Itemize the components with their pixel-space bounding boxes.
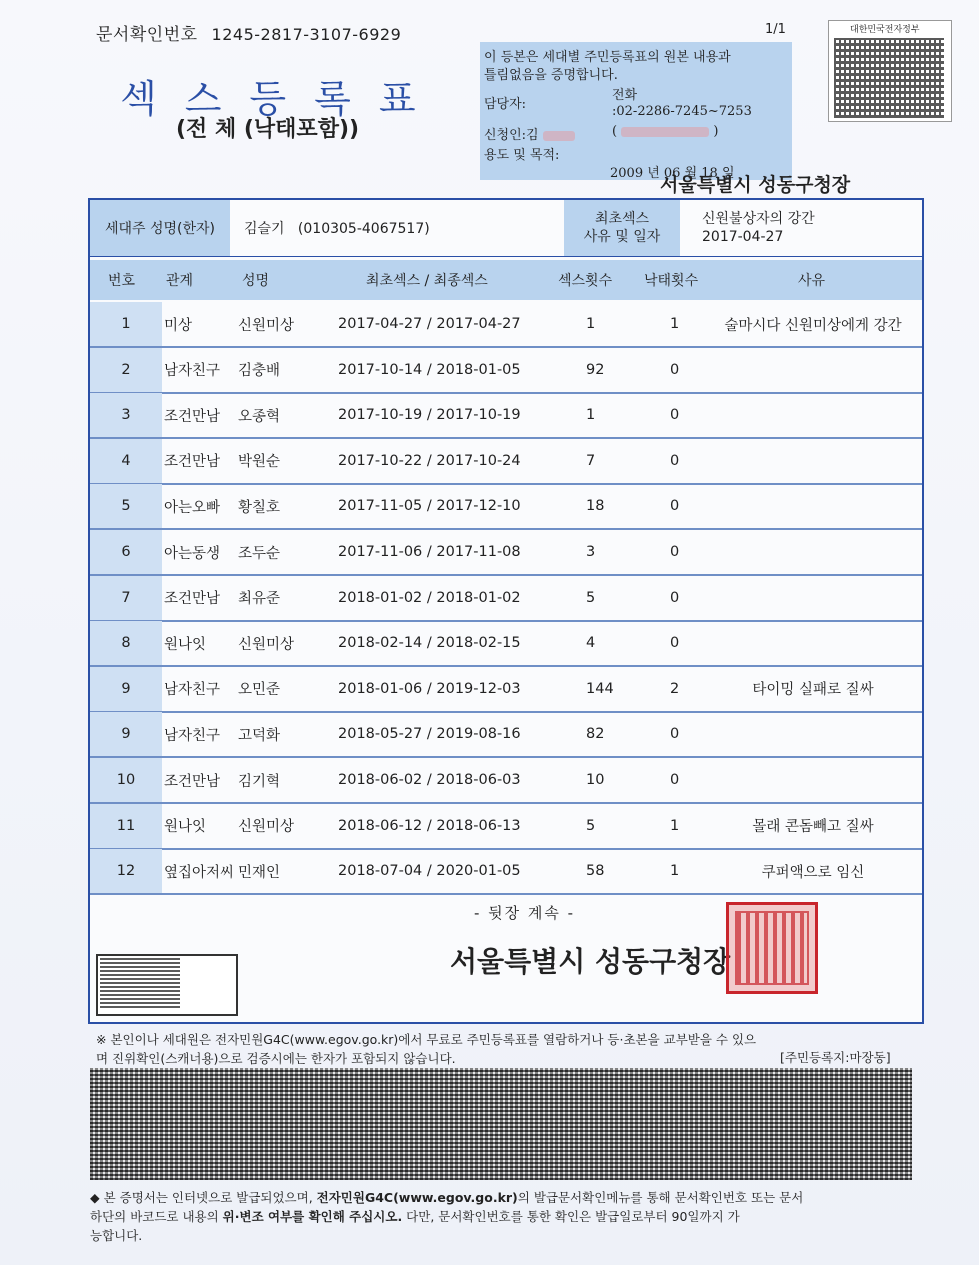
row-relation: 미상 — [164, 317, 193, 334]
row-dates: 2018-06-02 / 2018-06-03 — [338, 772, 521, 788]
row-no: 5 — [121, 498, 131, 515]
first-reason-value-2: 2017-04-27 — [702, 229, 784, 245]
row-abortion-count: 0 — [670, 772, 680, 788]
page-title: 섹스등록표 — [120, 77, 444, 121]
row-relation: 아는동생 — [164, 545, 221, 562]
footer-line-1 — [90, 1188, 918, 1207]
row-relation: 조건만남 — [164, 773, 221, 790]
registration-location: [주민등록지:마장동] — [780, 1050, 891, 1065]
record-table — [88, 198, 924, 1024]
row-name: 오민준 — [238, 682, 281, 699]
first-reason-label — [564, 200, 680, 256]
row-reason: 몰래 콘돔빼고 질싸 — [752, 819, 874, 836]
row-name: 박원순 — [238, 454, 281, 471]
row-sex-count: 1 — [586, 316, 596, 332]
row-reason: 술마시다 신원미상에게 강간 — [724, 317, 902, 334]
row-sex-count: 92 — [586, 361, 605, 378]
row-reason — [710, 621, 916, 665]
row-no: 11 — [116, 817, 136, 834]
row-sex-count: 7 — [586, 452, 596, 469]
table-row — [90, 758, 922, 804]
table-row — [90, 348, 922, 394]
cert-date: 2009 년 06 월 18 일 — [610, 166, 735, 181]
col-relation: 관계 — [166, 273, 194, 289]
row-abortion-count: 0 — [670, 544, 680, 560]
row-sex-count: 58 — [586, 863, 605, 880]
footer-1b: 전자민원G4C(www.egov.go.kr) — [316, 1190, 518, 1205]
row-no: 9 — [121, 726, 131, 743]
row-relation: 조건만남 — [164, 408, 221, 425]
householder-value: 김슬기 (010305-4067517) — [244, 221, 430, 237]
row-reason — [710, 530, 916, 574]
continue-text: - 뒷장 계속 - — [474, 904, 576, 922]
col-reason: 사유 — [798, 273, 826, 289]
row-relation: 옆집아저씨 — [164, 864, 235, 881]
footer-line-2 — [90, 1207, 918, 1226]
row-reason — [710, 348, 916, 392]
redacted-birthdate — [621, 127, 709, 137]
row-name: 오종혁 — [238, 408, 281, 425]
row-name: 조두순 — [238, 545, 281, 562]
cert-purpose-label: 용도 및 목적: — [484, 148, 560, 163]
row-dates: 2018-02-14 / 2018-02-15 — [338, 635, 521, 652]
row-abortion-count: 0 — [670, 498, 680, 515]
row-no: 1 — [121, 316, 131, 332]
row-no: 6 — [121, 544, 131, 560]
table-row — [90, 439, 922, 485]
householder-label: 세대주 성명(한자) — [90, 200, 230, 256]
cert-manager-label: 담당자: — [484, 97, 527, 112]
qr-code-icon — [834, 38, 944, 118]
table-row — [90, 576, 922, 622]
footer-2a: 하단의 바코드로 내용의 — [90, 1209, 223, 1224]
row-sex-count: 10 — [586, 772, 605, 788]
row-name: 김충배 — [238, 363, 281, 380]
first-reason-label-2: 사유 및 일자 — [583, 229, 661, 245]
row-sex-count: 18 — [586, 498, 605, 515]
qr-label: 대한민국전자정부 — [850, 25, 920, 35]
row-relation: 원나잇 — [164, 636, 207, 653]
table-row — [90, 530, 922, 576]
first-reason-value-1: 신원불상자의 강간 — [702, 211, 815, 227]
row-name: 고덕화 — [238, 727, 281, 744]
row-no: 12 — [116, 863, 136, 880]
row-abortion-count: 0 — [670, 407, 680, 424]
cert-phone: :02-2286-7245~7253 — [612, 104, 752, 119]
row-sex-count: 3 — [586, 544, 596, 560]
row-relation: 원나잇 — [164, 819, 207, 836]
barcode-icon — [90, 1068, 912, 1180]
row-abortion-count: 0 — [670, 726, 680, 743]
row-name: 민재인 — [238, 864, 281, 881]
column-headers — [90, 260, 922, 300]
row-reason — [710, 712, 916, 756]
table-row — [90, 849, 922, 895]
table-row — [90, 621, 922, 667]
footer-1a: ◆ 본 증명서는 인터넷으로 발급되었으며, — [90, 1190, 317, 1205]
table-row — [90, 712, 922, 758]
row-name: 신원미상 — [238, 636, 295, 653]
row-dates: 2017-10-19 / 2017-10-19 — [338, 407, 521, 424]
row-dates: 2017-04-27 / 2017-04-27 — [338, 316, 521, 332]
doc-number-label: 문서확인번호 — [96, 25, 198, 45]
row-sex-count: 5 — [586, 589, 596, 606]
redacted-name — [543, 131, 575, 141]
col-name: 성명 — [242, 273, 270, 289]
cert-applicant-label: 신청인:김 — [484, 128, 539, 143]
table-row — [90, 804, 922, 850]
row-sex-count: 5 — [586, 817, 596, 834]
footer-notice — [90, 1188, 918, 1245]
row-sex-count: 144 — [586, 680, 614, 697]
table-row — [90, 484, 922, 530]
page-count: 1/1 — [765, 22, 786, 37]
row-no: 4 — [121, 452, 131, 469]
row-sex-count: 1 — [586, 407, 596, 424]
table-row — [90, 393, 922, 439]
row-relation: 조건만남 — [164, 591, 221, 608]
row-dates: 2017-10-14 / 2018-01-05 — [338, 361, 521, 378]
row-abortion-count: 0 — [670, 452, 680, 469]
row-sex-count: 82 — [586, 726, 605, 743]
cert-line-2: 틀림없음을 증명합니다. — [484, 68, 618, 83]
first-reason-label-1: 최초섹스 — [594, 211, 650, 227]
row-reason: 타이밍 실패로 질싸 — [752, 682, 874, 699]
official-seal-icon — [726, 902, 818, 994]
row-dates: 2018-05-27 / 2019-08-16 — [338, 726, 521, 743]
col-dates: 최초섹스 / 최종섹스 — [366, 273, 488, 289]
first-reason-value — [702, 200, 912, 256]
row-dates: 2018-01-02 / 2018-01-02 — [338, 589, 521, 606]
seal-pattern — [735, 911, 809, 985]
table-row — [90, 302, 922, 348]
row-reason — [710, 576, 916, 620]
table-row — [90, 667, 922, 713]
row-relation: 남자친구 — [164, 727, 221, 744]
row-no: 8 — [121, 635, 131, 652]
notice-line-2: 며 진위확인(스캐너용)으로 검증시에는 한자가 포함되지 않습니다. — [96, 1051, 456, 1066]
row-abortion-count: 2 — [670, 680, 680, 697]
notice-line-1: ※ 본인이나 세대원은 전자민원G4C(www.egov.go.kr)에서 무료로 주민등록표를 열람하거나 등·초본을 교부받을 수 있으 — [96, 1032, 757, 1047]
row-no: 10 — [116, 772, 136, 788]
row-reason: 쿠퍼액으로 임신 — [761, 864, 865, 881]
col-no: 번호 — [108, 273, 136, 289]
page-subtitle: (전 체 (낙태포함)) — [176, 117, 360, 142]
row-dates: 2018-07-04 / 2020-01-05 — [338, 863, 521, 880]
barcode-stamp-icon — [100, 958, 180, 1008]
row-name: 신원미상 — [238, 317, 295, 334]
row-reason — [710, 758, 916, 802]
row-dates: 2017-11-05 / 2017-12-10 — [338, 498, 521, 515]
footer-line-3: 능합니다. — [90, 1228, 143, 1243]
row-no: 9 — [121, 680, 131, 697]
row-relation: 남자친구 — [164, 682, 221, 699]
household-header — [90, 200, 922, 257]
row-relation: 남자친구 — [164, 363, 221, 380]
row-abortion-count: 1 — [670, 316, 680, 332]
footer-2b: 위·변조 여부를 확인해 주십시오. — [222, 1209, 403, 1224]
col-sex-count: 섹스횟수 — [558, 273, 613, 289]
footer-2c: 다만, 문서확인번호를 통한 확인은 발급일로부터 90일까지 가 — [402, 1209, 740, 1224]
row-relation: 아는오빠 — [164, 499, 221, 516]
row-name: 최유준 — [238, 591, 281, 608]
cert-line-1: 이 등본은 세대별 주민등록표의 원본 내용과 — [484, 50, 731, 65]
issuing-office-top: 서울특별시 성동구청장 — [660, 174, 851, 196]
row-dates: 2017-10-22 / 2017-10-24 — [338, 452, 521, 469]
row-abortion-count: 0 — [670, 589, 680, 606]
row-no: 7 — [121, 589, 131, 606]
row-reason — [710, 439, 916, 483]
row-no: 2 — [121, 361, 131, 378]
cert-applicant — [484, 124, 575, 143]
issuing-office-bottom: 서울특별시 성동구청장 — [450, 945, 731, 978]
row-dates: 2017-11-06 / 2017-11-08 — [338, 544, 521, 560]
row-dates: 2018-01-06 / 2019-12-03 — [338, 680, 521, 697]
footer-1c: 의 발급문서확인메뉴를 통해 문서확인번호 또는 문서 — [517, 1190, 804, 1205]
row-abortion-count: 1 — [670, 817, 680, 834]
doc-number — [96, 20, 401, 45]
col-abortion-count: 낙태횟수 — [644, 273, 699, 289]
row-reason — [710, 484, 916, 528]
row-name: 신원미상 — [238, 819, 295, 836]
row-abortion-count: 0 — [670, 635, 680, 652]
cert-birth-redacted: ( ) — [612, 124, 719, 139]
row-abortion-count: 0 — [670, 361, 680, 378]
doc-number-value: 1245-2817-3107-6929 — [211, 25, 402, 44]
row-reason — [710, 393, 916, 437]
row-name: 김기혁 — [238, 773, 281, 790]
row-relation: 조건만남 — [164, 454, 221, 471]
row-no: 3 — [121, 407, 131, 424]
cert-phone-label: 전화 — [612, 88, 638, 103]
row-name: 황칠호 — [238, 499, 281, 516]
row-sex-count: 4 — [586, 635, 596, 652]
row-dates: 2018-06-12 / 2018-06-13 — [338, 817, 521, 834]
row-abortion-count: 1 — [670, 863, 680, 880]
